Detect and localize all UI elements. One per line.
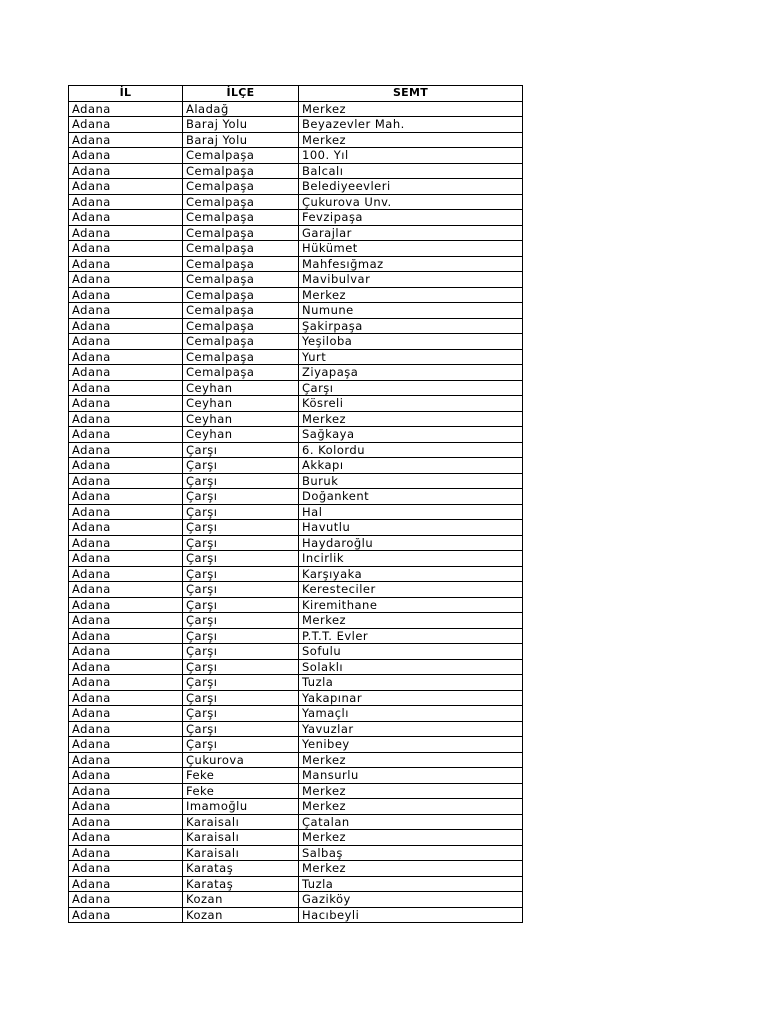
table-row (69, 706, 523, 722)
table-row (69, 318, 523, 334)
cell-il: Adana (69, 287, 183, 303)
location-table (68, 85, 523, 923)
cell-ilce: Cemalpaşa (183, 334, 299, 350)
table-row (69, 566, 523, 582)
cell-ilce: Çarşı (183, 551, 299, 567)
cell-ilce: Çarşı (183, 473, 299, 489)
column-header-il: İL (69, 86, 183, 102)
cell-semt: Merkez (299, 613, 523, 629)
cell-il: Adana (69, 907, 183, 923)
cell-il: Adana (69, 721, 183, 737)
table-row (69, 179, 523, 195)
cell-il: Adana (69, 349, 183, 365)
cell-semt: Doğankent (299, 489, 523, 505)
cell-ilce: Çarşı (183, 690, 299, 706)
cell-il: Adana (69, 132, 183, 148)
table-row (69, 272, 523, 288)
cell-semt: Karşıyaka (299, 566, 523, 582)
cell-il: Adana (69, 830, 183, 846)
cell-ilce: Cemalpaşa (183, 365, 299, 381)
cell-ilce: Cemalpaşa (183, 349, 299, 365)
cell-ilce: Cemalpaşa (183, 241, 299, 257)
table-row (69, 659, 523, 675)
cell-semt: Yamaçlı (299, 706, 523, 722)
cell-semt: 100. Yıl (299, 148, 523, 164)
cell-ilce: Karaisalı (183, 845, 299, 861)
cell-ilce: Kozan (183, 907, 299, 923)
cell-ilce: Cemalpaşa (183, 256, 299, 272)
cell-ilce: Ceyhan (183, 380, 299, 396)
cell-semt: Solaklı (299, 659, 523, 675)
cell-il: Adana (69, 520, 183, 536)
cell-semt: Çarşı (299, 380, 523, 396)
cell-il: Adana (69, 179, 183, 195)
table-row (69, 520, 523, 536)
cell-semt: Keresteciler (299, 582, 523, 598)
cell-semt: Merkez (299, 411, 523, 427)
cell-ilce: Çarşı (183, 675, 299, 691)
cell-ilce: Çarşı (183, 458, 299, 474)
cell-ilce: Çarşı (183, 706, 299, 722)
cell-il: Adana (69, 659, 183, 675)
cell-il: Adana (69, 504, 183, 520)
cell-semt: Incirlik (299, 551, 523, 567)
table-row (69, 644, 523, 660)
cell-ilce: Çarşı (183, 442, 299, 458)
table-row (69, 334, 523, 350)
cell-il: Adana (69, 334, 183, 350)
table-row (69, 752, 523, 768)
cell-ilce: Çarşı (183, 737, 299, 753)
cell-il: Adana (69, 597, 183, 613)
cell-semt: Yurt (299, 349, 523, 365)
table-row (69, 241, 523, 257)
cell-il: Adana (69, 814, 183, 830)
table-row (69, 675, 523, 691)
column-header-ilce: İLÇE (183, 86, 299, 102)
cell-semt: Merkez (299, 132, 523, 148)
header-row (69, 86, 523, 102)
cell-ilce: Imamoğlu (183, 799, 299, 815)
table-row (69, 504, 523, 520)
cell-ilce: Feke (183, 768, 299, 784)
cell-semt: Numune (299, 303, 523, 319)
cell-il: Adana (69, 101, 183, 117)
table-row (69, 365, 523, 381)
cell-semt: Garajlar (299, 225, 523, 241)
table-row (69, 783, 523, 799)
cell-il: Adana (69, 272, 183, 288)
cell-ilce: Ceyhan (183, 427, 299, 443)
cell-ilce: Kozan (183, 892, 299, 908)
cell-semt: Mansurlu (299, 768, 523, 784)
table-row (69, 132, 523, 148)
cell-ilce: Cemalpaşa (183, 303, 299, 319)
table-row (69, 411, 523, 427)
cell-il: Adana (69, 644, 183, 660)
table-row (69, 628, 523, 644)
table-row (69, 830, 523, 846)
cell-il: Adana (69, 799, 183, 815)
cell-semt: Yenibey (299, 737, 523, 753)
cell-il: Adana (69, 489, 183, 505)
cell-ilce: Çarşı (183, 628, 299, 644)
cell-semt: Havutlu (299, 520, 523, 536)
cell-il: Adana (69, 396, 183, 412)
cell-il: Adana (69, 163, 183, 179)
cell-ilce: Çarşı (183, 489, 299, 505)
cell-ilce: Ceyhan (183, 411, 299, 427)
table-row (69, 613, 523, 629)
table-row (69, 349, 523, 365)
cell-semt: Kösreli (299, 396, 523, 412)
cell-ilce: Cemalpaşa (183, 179, 299, 195)
table-row (69, 148, 523, 164)
cell-semt: Çatalan (299, 814, 523, 830)
cell-il: Adana (69, 473, 183, 489)
cell-il: Adana (69, 783, 183, 799)
cell-semt: Mavibulvar (299, 272, 523, 288)
table-row (69, 473, 523, 489)
cell-semt: Haydaroğlu (299, 535, 523, 551)
cell-ilce: Karaisalı (183, 830, 299, 846)
table-row (69, 814, 523, 830)
table-row (69, 551, 523, 567)
cell-ilce: Çarşı (183, 520, 299, 536)
table-row (69, 396, 523, 412)
table-row (69, 117, 523, 133)
cell-ilce: Karaisalı (183, 814, 299, 830)
cell-semt: Balcalı (299, 163, 523, 179)
cell-il: Adana (69, 582, 183, 598)
cell-semt: Ziyapaşa (299, 365, 523, 381)
cell-ilce: Çukurova (183, 752, 299, 768)
cell-il: Adana (69, 256, 183, 272)
cell-semt: Yeşiloba (299, 334, 523, 350)
cell-il: Adana (69, 241, 183, 257)
cell-il: Adana (69, 613, 183, 629)
cell-ilce: Cemalpaşa (183, 272, 299, 288)
cell-ilce: Cemalpaşa (183, 163, 299, 179)
cell-il: Adana (69, 892, 183, 908)
cell-il: Adana (69, 737, 183, 753)
table-row (69, 380, 523, 396)
cell-semt: Merkez (299, 101, 523, 117)
cell-il: Adana (69, 551, 183, 567)
cell-semt: Yakapınar (299, 690, 523, 706)
cell-il: Adana (69, 427, 183, 443)
cell-ilce: Çarşı (183, 504, 299, 520)
cell-il: Adana (69, 876, 183, 892)
table-row (69, 799, 523, 815)
cell-ilce: Çarşı (183, 535, 299, 551)
cell-semt: Merkez (299, 861, 523, 877)
cell-ilce: Ceyhan (183, 396, 299, 412)
cell-ilce: Cemalpaşa (183, 287, 299, 303)
cell-semt: Belediyeevleri (299, 179, 523, 195)
cell-semt: Merkez (299, 783, 523, 799)
cell-semt: Tuzla (299, 876, 523, 892)
cell-il: Adana (69, 690, 183, 706)
cell-il: Adana (69, 628, 183, 644)
cell-ilce: Baraj Yolu (183, 132, 299, 148)
cell-il: Adana (69, 675, 183, 691)
cell-il: Adana (69, 535, 183, 551)
table-row (69, 535, 523, 551)
cell-ilce: Çarşı (183, 613, 299, 629)
cell-semt: Salbaş (299, 845, 523, 861)
table-row (69, 597, 523, 613)
cell-semt: Merkez (299, 752, 523, 768)
table-row (69, 303, 523, 319)
cell-il: Adana (69, 861, 183, 877)
table-row (69, 690, 523, 706)
cell-il: Adana (69, 380, 183, 396)
cell-ilce: Feke (183, 783, 299, 799)
table-row (69, 442, 523, 458)
cell-ilce: Aladağ (183, 101, 299, 117)
cell-ilce: Cemalpaşa (183, 194, 299, 210)
table-row (69, 194, 523, 210)
table-row (69, 876, 523, 892)
table-row (69, 907, 523, 923)
cell-il: Adana (69, 194, 183, 210)
cell-semt: Buruk (299, 473, 523, 489)
cell-il: Adana (69, 706, 183, 722)
table-body (69, 101, 523, 923)
cell-il: Adana (69, 845, 183, 861)
table-row (69, 427, 523, 443)
cell-semt: Hükümet (299, 241, 523, 257)
cell-semt: Merkez (299, 287, 523, 303)
cell-il: Adana (69, 752, 183, 768)
cell-semt: Fevzipaşa (299, 210, 523, 226)
cell-semt: 6. Kolordu (299, 442, 523, 458)
cell-semt: Merkez (299, 799, 523, 815)
cell-il: Adana (69, 210, 183, 226)
table-row (69, 892, 523, 908)
cell-ilce: Cemalpaşa (183, 318, 299, 334)
cell-semt: Sağkaya (299, 427, 523, 443)
cell-semt: Hacıbeyli (299, 907, 523, 923)
table-row (69, 582, 523, 598)
cell-il: Adana (69, 442, 183, 458)
cell-ilce: Çarşı (183, 644, 299, 660)
cell-semt: P.T.T. Evler (299, 628, 523, 644)
table-row (69, 845, 523, 861)
cell-il: Adana (69, 117, 183, 133)
cell-semt: Beyazevler Mah. (299, 117, 523, 133)
cell-semt: Yavuzlar (299, 721, 523, 737)
cell-il: Adana (69, 566, 183, 582)
table-row (69, 721, 523, 737)
table-row (69, 861, 523, 877)
table-row (69, 458, 523, 474)
cell-ilce: Cemalpaşa (183, 148, 299, 164)
cell-ilce: Cemalpaşa (183, 210, 299, 226)
cell-ilce: Baraj Yolu (183, 117, 299, 133)
table-row (69, 225, 523, 241)
cell-il: Adana (69, 318, 183, 334)
cell-il: Adana (69, 225, 183, 241)
cell-il: Adana (69, 303, 183, 319)
cell-semt: Mahfesığmaz (299, 256, 523, 272)
table-row (69, 768, 523, 784)
cell-semt: Şakirpaşa (299, 318, 523, 334)
cell-ilce: Karataş (183, 861, 299, 877)
table-row (69, 489, 523, 505)
cell-ilce: Çarşı (183, 721, 299, 737)
cell-semt: Hal (299, 504, 523, 520)
cell-ilce: Cemalpaşa (183, 225, 299, 241)
cell-semt: Çukurova Unv. (299, 194, 523, 210)
table-row (69, 256, 523, 272)
table-row (69, 163, 523, 179)
cell-semt: Tuzla (299, 675, 523, 691)
table-row (69, 210, 523, 226)
cell-ilce: Karataş (183, 876, 299, 892)
cell-ilce: Çarşı (183, 659, 299, 675)
cell-ilce: Çarşı (183, 597, 299, 613)
cell-il: Adana (69, 148, 183, 164)
cell-semt: Merkez (299, 830, 523, 846)
cell-ilce: Çarşı (183, 566, 299, 582)
cell-il: Adana (69, 365, 183, 381)
cell-semt: Sofulu (299, 644, 523, 660)
cell-il: Adana (69, 458, 183, 474)
cell-il: Adana (69, 411, 183, 427)
table-row (69, 101, 523, 117)
cell-ilce: Çarşı (183, 582, 299, 598)
cell-semt: Kiremithane (299, 597, 523, 613)
cell-semt: Gaziköy (299, 892, 523, 908)
column-header-semt: SEMT (299, 86, 523, 102)
cell-semt: Akkapı (299, 458, 523, 474)
cell-il: Adana (69, 768, 183, 784)
table-row (69, 287, 523, 303)
table-row (69, 737, 523, 753)
